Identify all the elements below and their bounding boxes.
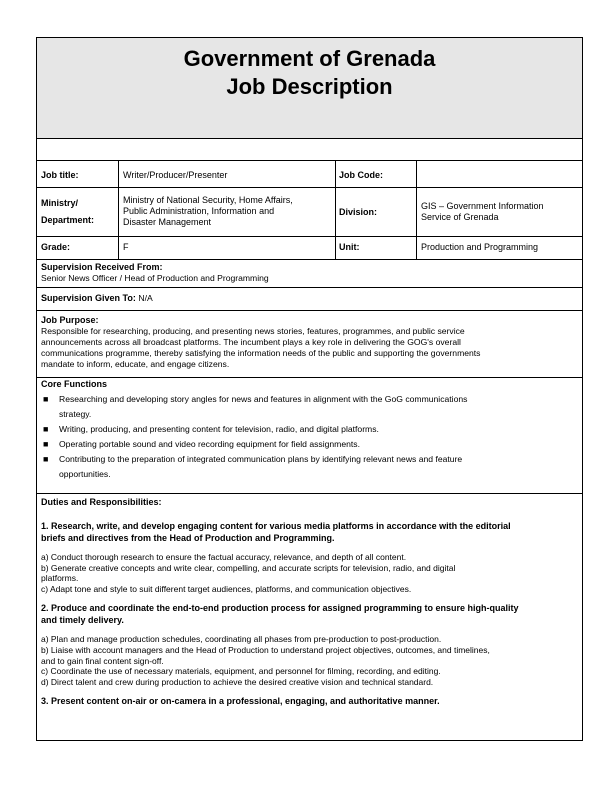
core-function-text: Contributing to the preparation of integrated communication plans by identifying relevant news and feature bbox=[59, 454, 463, 464]
duty-heading: 3. Present content on-air or on-camera in a professional, engaging, and authoritative manner. bbox=[41, 696, 440, 707]
list-item bbox=[41, 452, 581, 482]
job-purpose-line: mandate to inform, educate, and engage citizens. bbox=[41, 359, 230, 369]
duties-section bbox=[41, 497, 581, 707]
header-document-title: Job Description bbox=[226, 74, 393, 99]
ministry-label bbox=[41, 198, 94, 226]
duty-heading: 1. Research, write, and develop engaging content for various media platforms in accordance with the editorial bbox=[41, 521, 511, 531]
document-header bbox=[37, 38, 582, 139]
divider bbox=[37, 377, 582, 378]
unit-label: Unit: bbox=[339, 242, 360, 252]
divider bbox=[118, 161, 119, 259]
supervision-given-label: Supervision Given To: bbox=[41, 293, 136, 303]
grade-label: Grade: bbox=[41, 242, 71, 252]
duty-subitem: b) Liaise with account managers and the Head of Production to understand project objectives, outcomes, and timelines, bbox=[41, 644, 490, 655]
job-description-page bbox=[36, 37, 583, 741]
divider bbox=[37, 259, 582, 260]
list-item bbox=[41, 392, 581, 422]
core-functions-label: Core Functions bbox=[41, 379, 108, 389]
division-label: Division: bbox=[339, 207, 378, 217]
duties-label: Duties and Responsibilities: bbox=[41, 497, 162, 507]
core-functions-list bbox=[41, 392, 581, 482]
header-spacer-row bbox=[37, 139, 582, 161]
job-title-value: Writer/Producer/Presenter bbox=[123, 170, 228, 180]
division-value-line1: GIS – Government Information bbox=[421, 201, 544, 211]
core-function-text: Writing, producing, and presenting content for television, radio, and digital platforms. bbox=[59, 424, 379, 434]
supervision-received-section bbox=[41, 262, 581, 284]
core-functions-section bbox=[41, 379, 581, 482]
core-function-text: strategy. bbox=[59, 409, 92, 419]
ministry-label-line2: Department: bbox=[41, 215, 95, 225]
header-government-title: Government of Grenada bbox=[183, 46, 436, 71]
core-function-text: opportunities. bbox=[59, 469, 111, 479]
job-title-label: Job title: bbox=[41, 170, 79, 180]
divider bbox=[37, 287, 582, 288]
divider bbox=[37, 310, 582, 311]
supervision-received-value: Senior News Officer / Head of Production and Programming bbox=[41, 273, 269, 283]
job-code-label: Job Code: bbox=[339, 170, 383, 180]
job-purpose-line: announcements across all broadcast platforms. The incumbent plays a key role in delivering the GOG's overall bbox=[41, 337, 461, 347]
job-purpose-line: Responsible for researching, producing, and presenting news stories, features, programmes, and public service bbox=[41, 326, 465, 336]
grade-value: F bbox=[123, 242, 129, 252]
duty-heading: briefs and directives from the Head of Production and Programming. bbox=[41, 533, 335, 543]
job-purpose-label: Job Purpose: bbox=[41, 315, 99, 325]
core-function-text: Operating portable sound and video recording equipment for field assignments. bbox=[59, 439, 360, 449]
unit-value: Production and Programming bbox=[421, 242, 539, 252]
ministry-value-line2: Public Administration, Information and bbox=[123, 206, 275, 216]
ministry-value-line3: Disaster Management bbox=[123, 217, 212, 227]
division-value-line2: Service of Grenada bbox=[421, 212, 499, 222]
duty-2 bbox=[41, 602, 581, 687]
supervision-given-value: N/A bbox=[138, 293, 153, 303]
duty-subitem: c) Adapt tone and style to suit different target audiences, platforms, and communication objectives. bbox=[41, 583, 412, 594]
core-function-text: Researching and developing story angles for news and features in alignment with the GoG communications bbox=[59, 394, 468, 404]
list-item bbox=[41, 422, 581, 437]
bullet-icon: ■ bbox=[43, 454, 49, 464]
job-purpose-line: communications programme, thereby satisfying the information needs of the public and supporting the governments bbox=[41, 348, 481, 358]
divider bbox=[335, 161, 336, 259]
job-purpose-section bbox=[41, 315, 581, 370]
bullet-icon: ■ bbox=[43, 424, 49, 434]
duty-1 bbox=[41, 520, 581, 594]
supervision-received-label: Supervision Received From: bbox=[41, 262, 163, 272]
duty-subitem: platforms. bbox=[41, 573, 79, 584]
divider bbox=[416, 161, 417, 259]
duty-heading: and timely delivery. bbox=[41, 615, 124, 626]
supervision-given-section bbox=[41, 293, 581, 304]
duty-subitem: d) Direct talent and crew during production to achieve the desired creative vision and technical standard. bbox=[41, 676, 434, 687]
divider bbox=[37, 493, 582, 494]
ministry-value-line1: Ministry of National Security, Home Affairs, bbox=[123, 195, 293, 205]
bullet-icon: ■ bbox=[43, 439, 49, 449]
duty-subitem: a) Conduct thorough research to ensure the factual accuracy, relevance, and depth of all content. bbox=[41, 552, 407, 562]
duty-3 bbox=[41, 695, 581, 707]
duty-subitem: c) Coordinate the use of necessary materials, equipment, and personnel for filming, recording, and editing. bbox=[41, 666, 441, 677]
duty-subitem: and to gain final content sign-off. bbox=[41, 655, 164, 666]
duty-heading: 2. Produce and coordinate the end-to-end production process for assigned programming to ensure high-quality bbox=[41, 603, 519, 614]
duty-subitem: a) Plan and manage production schedules, coordinating all phases from pre-production to post-production. bbox=[41, 634, 442, 645]
bullet-icon: ■ bbox=[43, 394, 49, 404]
ministry-label-line1: Ministry/ bbox=[41, 198, 79, 208]
duty-subitem: b) Generate creative concepts and write clear, compelling, and accurate scripts for television, radio, and digital bbox=[41, 562, 456, 573]
list-item bbox=[41, 437, 581, 452]
division-value bbox=[421, 201, 581, 223]
ministry-value bbox=[123, 195, 333, 228]
